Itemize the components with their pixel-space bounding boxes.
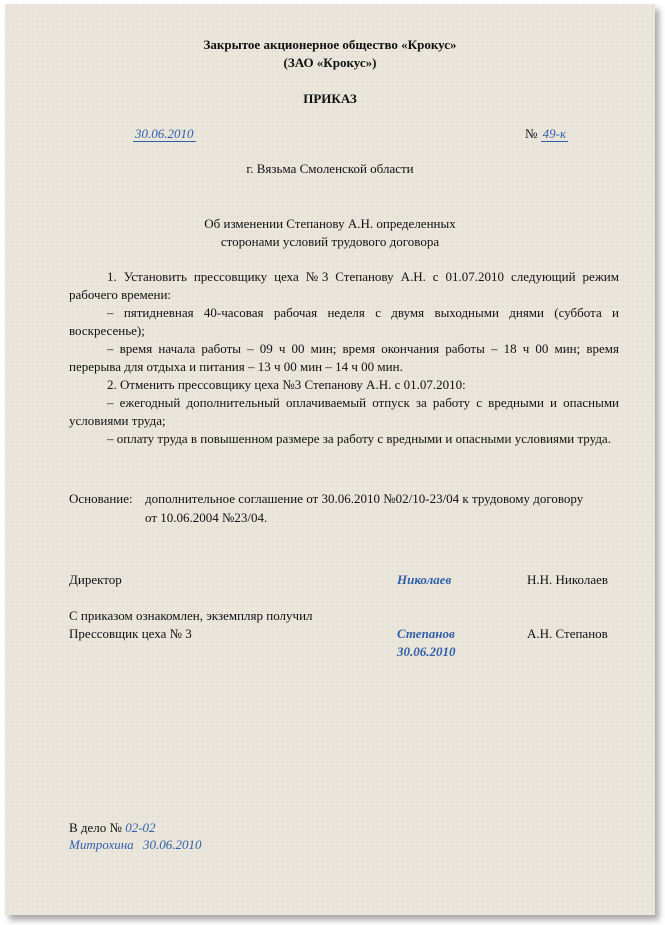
employee-signature: Степанов: [397, 626, 455, 641]
acquainted-line-2: Прессовщик цеха № 3: [69, 626, 192, 641]
document-type: ПРИКАЗ: [303, 91, 357, 106]
number-value: 49-к: [542, 126, 567, 141]
company-short-name: (ЗАО «Крокус»): [283, 55, 377, 70]
filing-note: [69, 819, 156, 837]
paragraph-1-item-b: – время начала работы – 09 ч 00 мин; время окончания работы – 18 ч 00 мин; время перерыва для отдыха и питания – 13 ч 00 мин – 14 ч 00 мин.: [69, 341, 619, 374]
filing-case-number: 02-02: [125, 820, 156, 835]
director-name: Н.Н. Николаев: [527, 572, 609, 587]
document-page: [5, 4, 655, 915]
acquainted-line-1: С приказом ознакомлен, экземпляр получил: [69, 608, 313, 623]
paragraph-2-item-a: – ежегодный дополнительный оплачиваемый отпуск за работу с вредными и опасными условиями труда;: [69, 395, 619, 428]
place: г. Вязьма Смоленской области: [246, 161, 414, 176]
title-line-2: сторонами условий трудового договора: [220, 234, 440, 249]
paragraph-1: 1. Установить прессовщику цеха №3 Степанову А.Н. с 01.07.2010 следующий режим рабочего времени:: [69, 269, 619, 302]
basis-label: Основание:: [69, 491, 133, 506]
number-label: №: [525, 126, 538, 141]
title-line-1: Об изменении Степанову А.Н. определенных: [204, 216, 456, 231]
paragraph-2-item-b: – оплату труда в повышенном размере за работу с вредными и опасными условиями труда.: [107, 431, 611, 446]
filing-signature-line: [69, 836, 201, 854]
document-date: [133, 125, 196, 143]
employee-name: А.Н. Степанов: [527, 626, 608, 641]
company-full-name: Закрытое акционерное общество «Крокус»: [203, 37, 457, 52]
basis-line-2: от 10.06.2004 №23/04.: [145, 510, 268, 525]
filing-label: В дело №: [69, 820, 122, 835]
basis-line-1: дополнительное соглашение от 30.06.2010 №02/10-23/04 к трудовому договору: [145, 491, 584, 506]
date-value: 30.06.2010: [135, 126, 194, 141]
director-title: Директор: [69, 572, 122, 587]
employee-sign-date: 30.06.2010: [397, 644, 456, 659]
director-signature: Николаев: [397, 572, 452, 587]
document-number: [525, 125, 568, 143]
filing-date: 30.06.2010: [142, 837, 202, 852]
paragraph-2: 2. Отменить прессовщику цеха №3 Степанову А.Н. с 01.07.2010:: [107, 377, 466, 392]
paragraph-1-item-a: – пятидневная 40-часовая рабочая неделя с двумя выходными днями (суббота и воскресенье);: [69, 305, 619, 338]
filing-signature: Митрохина: [69, 837, 134, 852]
